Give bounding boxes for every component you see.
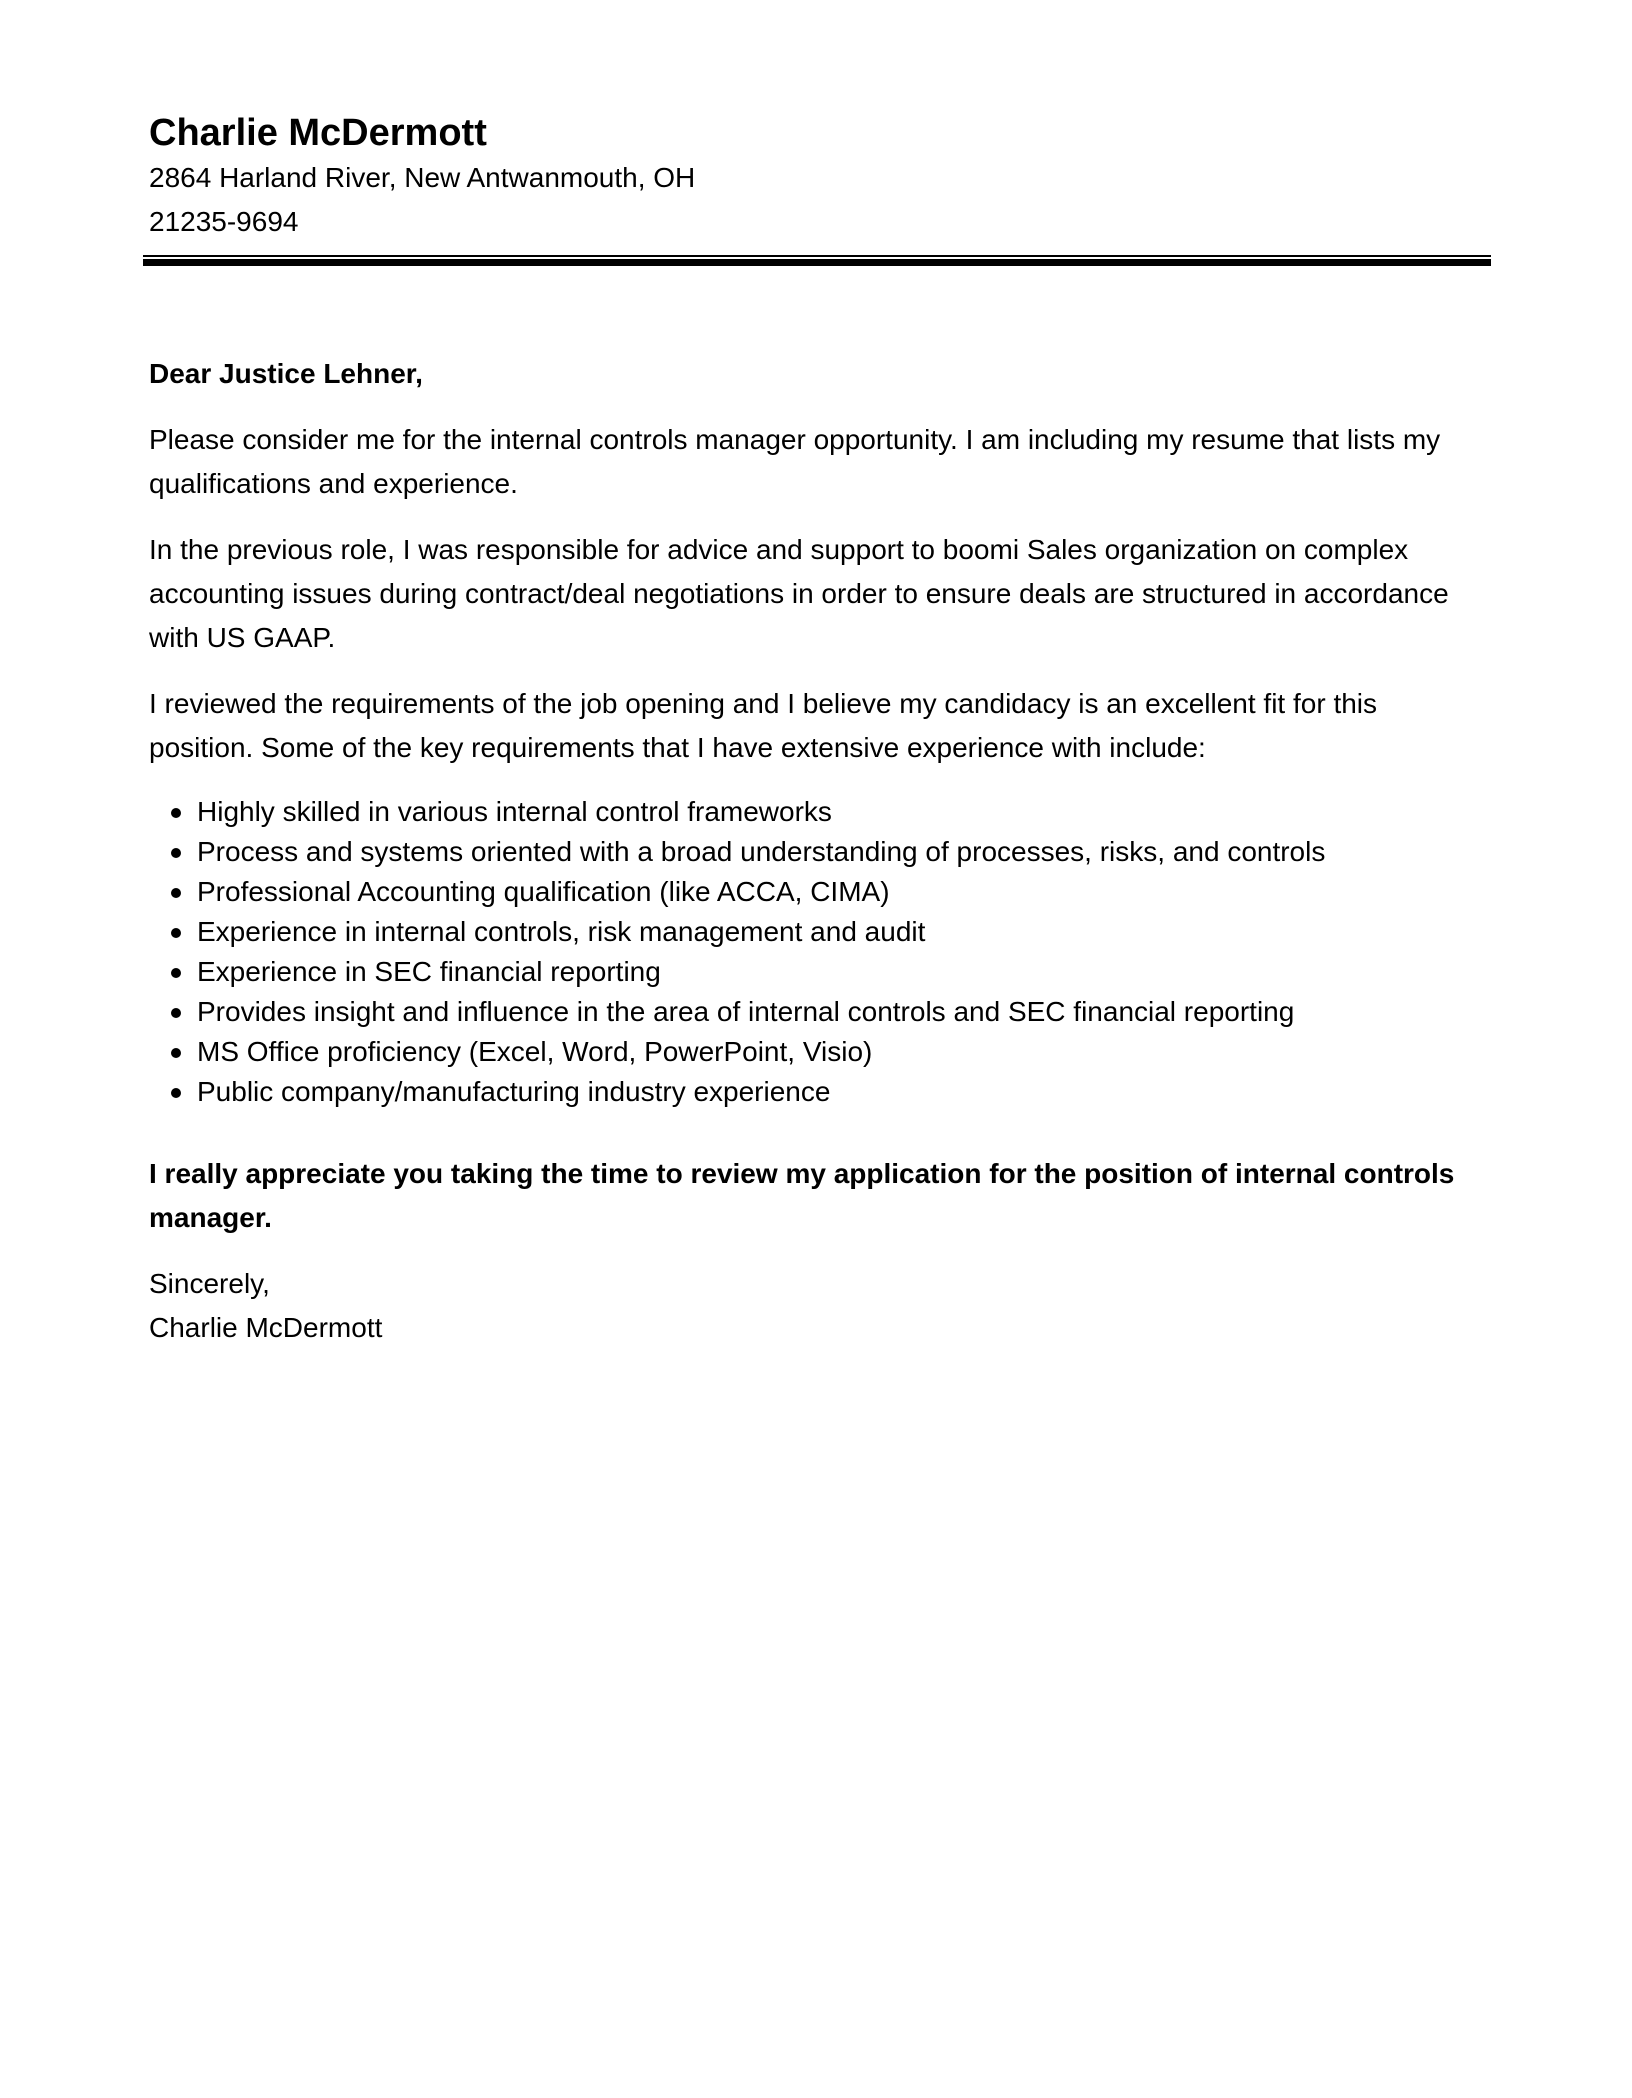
list-item	[149, 1032, 1489, 1072]
header-divider-thick-line	[143, 259, 1491, 266]
letter-header	[149, 110, 1489, 244]
paragraph-intro: Please consider me for the internal controls manager opportunity. I am including my resume that lists my qualifications and experience.	[149, 424, 1441, 499]
bullet-icon	[171, 1088, 181, 1098]
list-item	[149, 1072, 1489, 1112]
closing-statement: I really appreciate you taking the time to review my application for the position of internal controls manager.	[149, 1158, 1455, 1233]
header-divider-thin-line	[143, 255, 1491, 257]
bullet-icon	[171, 888, 181, 898]
bullet-icon	[171, 1008, 181, 1018]
list-item-text: Experience in internal controls, risk management and audit	[197, 916, 926, 947]
letter-body	[149, 352, 1489, 1350]
list-item-text: Professional Accounting qualification (like ACCA, CIMA)	[197, 876, 890, 907]
list-item	[149, 912, 1489, 952]
paragraph-previous-role: In the previous role, I was responsible for advice and support to boomi Sales organization on complex accounting issues during contract/deal negotiations in order to ensure deals are structured in accordance with US GAAP.	[149, 534, 1449, 653]
list-item	[149, 992, 1489, 1032]
list-item	[149, 872, 1489, 912]
list-item-text: Provides insight and influence in the area of internal controls and SEC financial reporting	[197, 996, 1295, 1027]
bullet-icon	[171, 1048, 181, 1058]
list-item	[149, 792, 1489, 832]
signoff: Sincerely,	[149, 1268, 270, 1299]
bullet-icon	[171, 968, 181, 978]
salutation: Dear Justice Lehner,	[149, 358, 423, 389]
list-item-text: Highly skilled in various internal control frameworks	[197, 796, 832, 827]
list-item-text: MS Office proficiency (Excel, Word, PowerPoint, Visio)	[197, 1036, 873, 1067]
sender-name: Charlie McDermott	[149, 112, 487, 154]
signature-name: Charlie McDermott	[149, 1312, 383, 1343]
sender-address-line-1: 2864 Harland River, New Antwanmouth, OH	[149, 162, 696, 193]
list-item	[149, 952, 1489, 992]
bullet-icon	[171, 808, 181, 818]
list-item-text: Process and systems oriented with a broad understanding of processes, risks, and controls	[197, 836, 1326, 867]
header-divider	[143, 255, 1491, 266]
list-item	[149, 832, 1489, 872]
requirements-list	[149, 792, 1489, 1112]
bullet-icon	[171, 928, 181, 938]
sender-address-line-2: 21235-9694	[149, 206, 299, 237]
list-item-text: Experience in SEC financial reporting	[197, 956, 661, 987]
bullet-icon	[171, 848, 181, 858]
list-item-text: Public company/manufacturing industry experience	[197, 1076, 831, 1107]
paragraph-requirements: I reviewed the requirements of the job opening and I believe my candidacy is an excellent fit for this position. Some of the key requirements that I have extensive experience with include:	[149, 688, 1378, 763]
